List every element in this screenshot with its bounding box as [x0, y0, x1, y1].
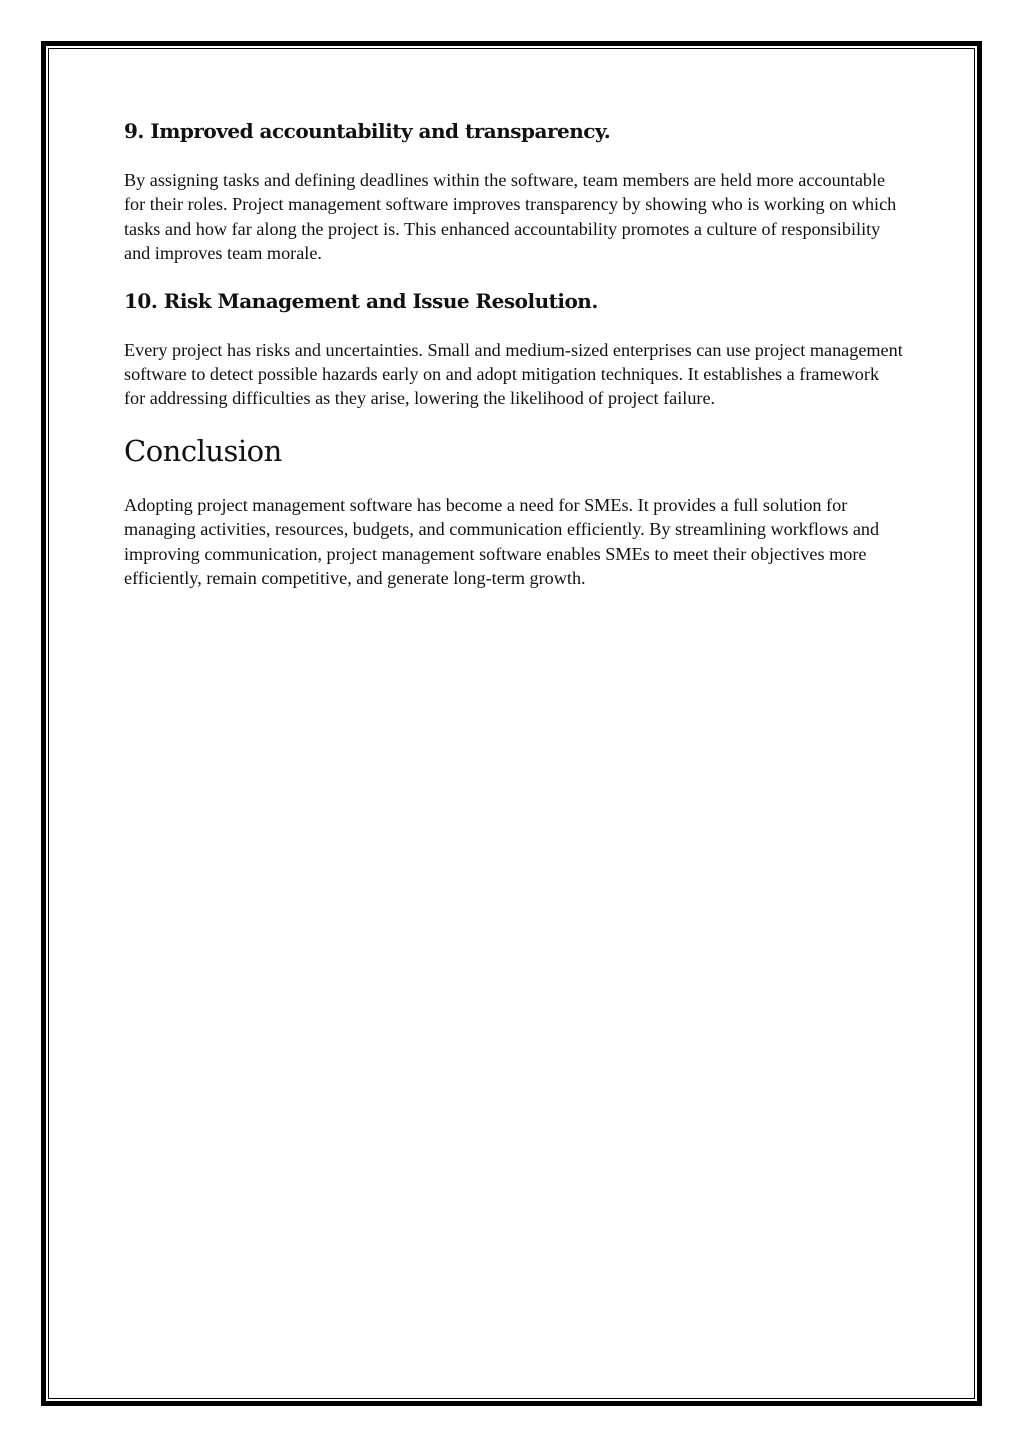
section-heading-risk-management: 10. Risk Management and Issue Resolution.: [124, 288, 598, 313]
document-content: [124, 118, 904, 612]
section-heading-accountability: 9. Improved accountability and transparency.: [124, 119, 611, 143]
section-body-accountability: By assigning tasks and defining deadlines within the software, team members are held more accountable for their roles. Project management software improves transparency by showing who is working on which tasks and how far along the project is. This enhanced accountability promotes a culture of responsibility and improves team morale.: [124, 170, 897, 264]
conclusion-body: Adopting project management software has become a need for SMEs. It provides a full solution for managing activities, resources, budgets, and communication efficiently. By streamlining workflows and improving communication, project management software enables SMEs to meet their objectives more efficiently, remain competitive, and generate long-term growth.: [124, 494, 880, 589]
section-body-risk-management: Every project has risks and uncertainties. Small and medium-sized enterprises can use project management software to detect possible hazards early on and adopt mitigation techniques. It establishes a framework for addressing difficulties as they arise, lowering the likelihood of project failure.: [124, 339, 903, 409]
conclusion-heading: Conclusion: [124, 433, 282, 468]
